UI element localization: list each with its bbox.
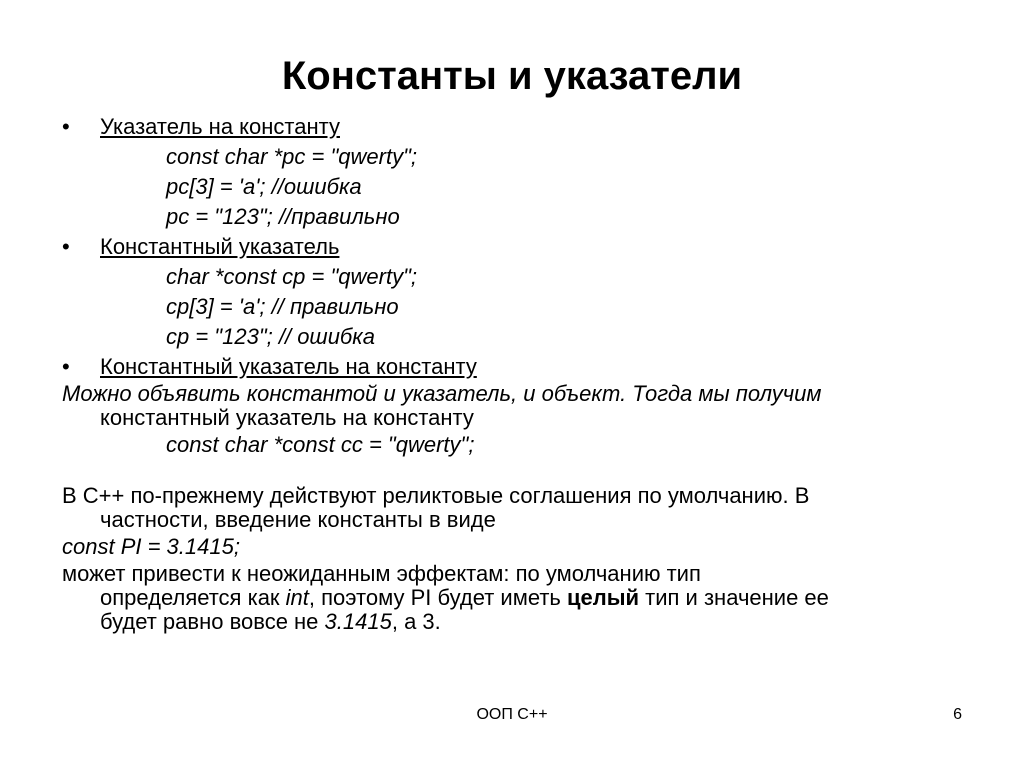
bullet-item	[62, 232, 982, 262]
paragraph-line	[100, 586, 982, 610]
paragraph-line	[100, 610, 982, 634]
paragraph-line: константный указатель на константу	[100, 405, 474, 430]
code-line: const char *pc = "qwerty";	[166, 144, 418, 169]
bullet-label: Константный указатель	[100, 234, 340, 259]
text-run: будет равно вовсе не	[100, 609, 325, 634]
text-run: , а 3.	[391, 609, 441, 634]
code-line: cp = "123"; // ошибка	[166, 324, 375, 349]
spacer	[62, 460, 982, 484]
code-line: const char *const cc = "qwerty";	[166, 432, 475, 457]
footer-course: ООП С++	[476, 706, 548, 723]
slide-title: Константы и указатели	[281, 54, 743, 98]
code-line: const PI = 3.1415;	[62, 534, 240, 559]
text-run: 3.1415	[324, 609, 392, 634]
text-run: int	[285, 585, 309, 610]
paragraph	[62, 484, 982, 532]
code-line: char *const cp = "qwerty";	[166, 264, 418, 289]
paragraph-line: Можно объявить константой и указатель, и объект. Тогда мы получим	[62, 381, 822, 406]
text-run: определяется как	[100, 585, 286, 610]
code-line: cp[3] = 'a'; // правильно	[166, 294, 399, 319]
code-line: pc[3] = 'a'; //ошибка	[166, 174, 362, 199]
text-run: тип и значение ее	[639, 585, 829, 610]
text-run: , поэтому PI будет иметь	[308, 585, 567, 610]
paragraph	[62, 382, 982, 430]
bullet-label: Указатель на константу	[100, 114, 340, 139]
bullet-dot: •	[62, 234, 70, 259]
paragraph-line: В С++ по-прежнему действуют реликтовые соглашения по умолчанию. В	[62, 483, 810, 508]
bullet-dot: •	[62, 114, 70, 139]
paragraph	[62, 562, 982, 634]
paragraph-line: частности, введение константы в виде	[100, 507, 496, 532]
text-run: целый	[566, 585, 640, 610]
bullet-item	[62, 352, 982, 382]
bullet-dot: •	[62, 354, 70, 379]
paragraph-line: может привести к неожиданным эффектам: по умолчанию тип	[62, 561, 701, 586]
code-line: pc = "123"; //правильно	[166, 204, 400, 229]
bullet-label: Константный указатель на константу	[100, 354, 477, 379]
page-number: 6	[953, 706, 962, 723]
slide-content	[62, 112, 982, 634]
bullet-item	[62, 112, 982, 142]
